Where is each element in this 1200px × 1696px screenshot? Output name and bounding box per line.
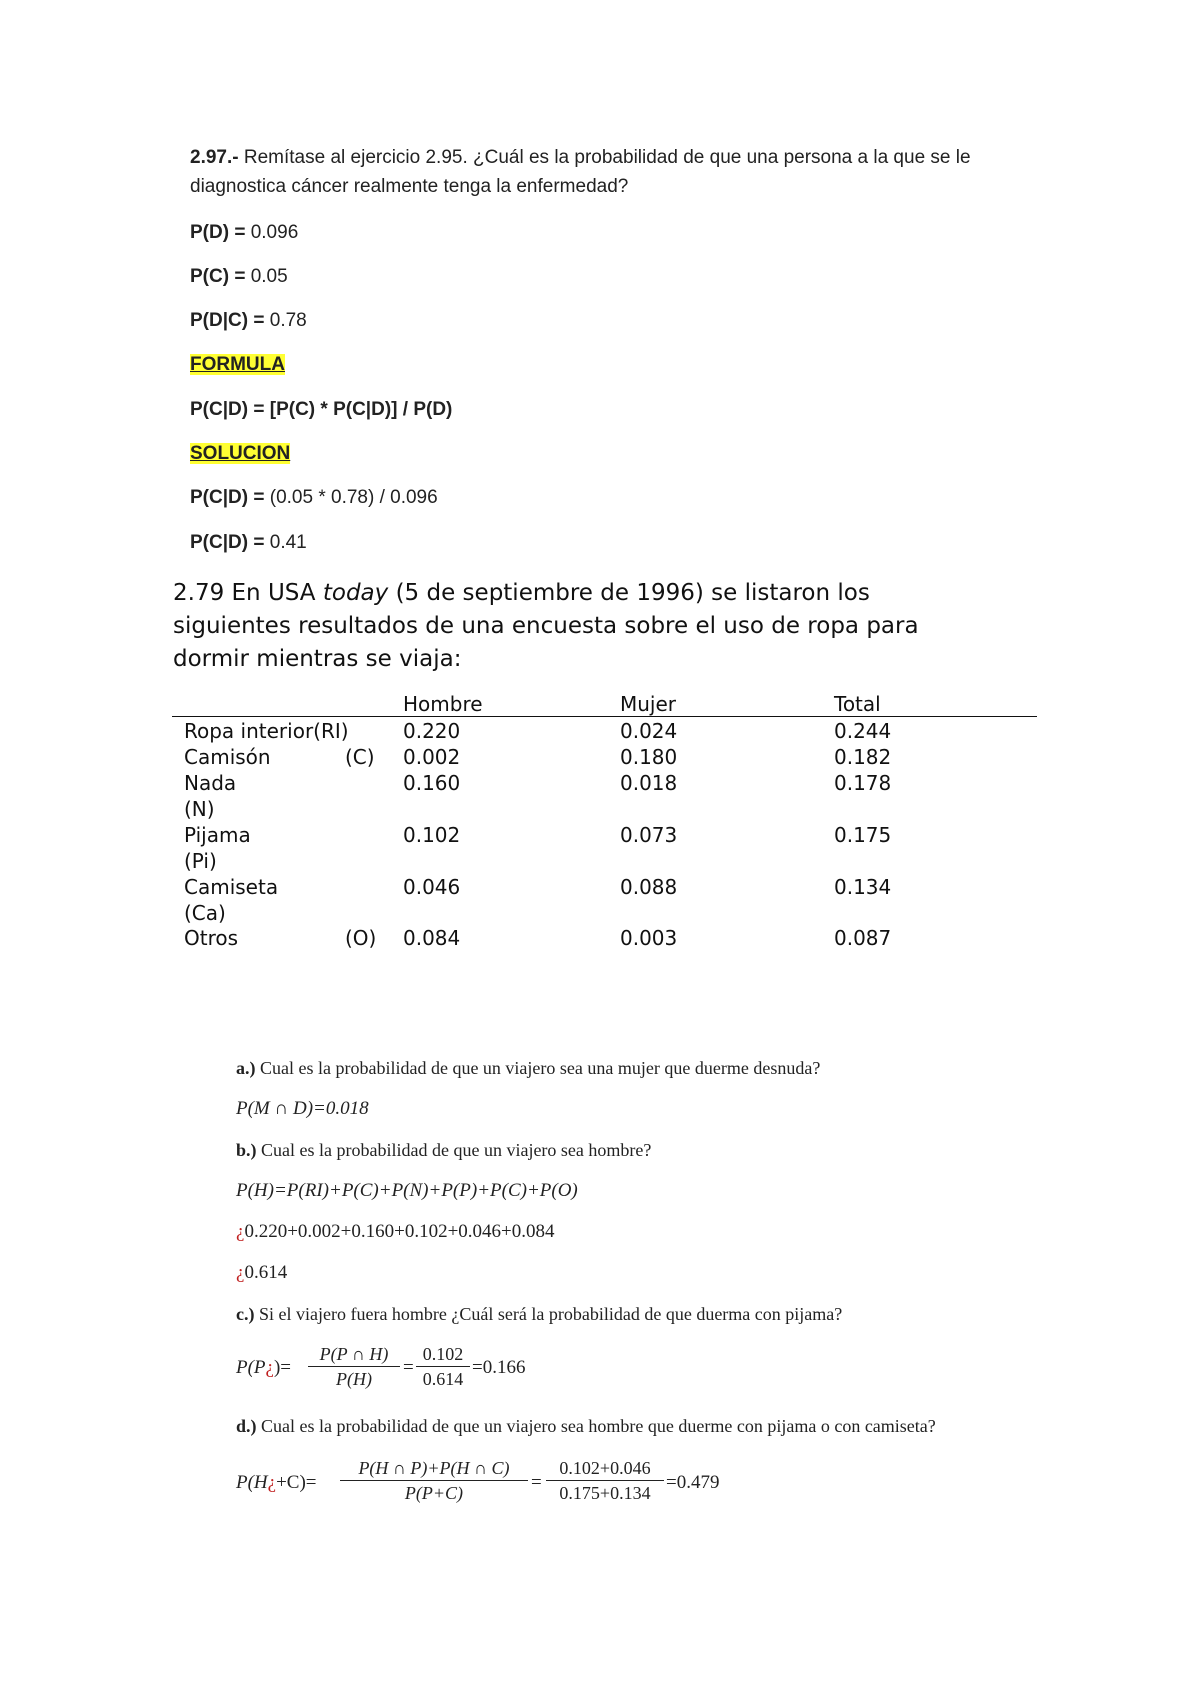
table-row-label: Pijama [184,823,251,847]
answer-c-result: =0.166 [472,1357,526,1378]
table-row-code: (C) [345,745,375,769]
table-cell-mujer: 0.088 [620,875,678,899]
exercise-279-intro-line1: 2.79 En USA today (5 de septiembre de 1996) se listaron los [173,580,870,606]
formula: P(C|D) = [P(C) * P(C|D)] / P(D) [190,399,453,420]
given-pd: P(D) = 0.096 [190,222,299,243]
given-pdc: P(D|C) = 0.78 [190,310,307,331]
table-cell-mujer: 0.003 [620,926,678,950]
table-row-label-code: (Ca) [184,901,226,925]
given-pc: P(C) = 0.05 [190,266,288,287]
question-d: d.) Cual es la probabilidad de que un viajero sea hombre que duerme con pijama o con camiseta? [236,1416,936,1436]
question-a: a.) Cual es la probabilidad de que un viajero sea una mujer que duerme desnuda? [236,1058,821,1078]
table-cell-mujer: 0.024 [620,719,678,743]
table-row-label: Camiseta [184,875,279,899]
answer-d-result: =0.479 [666,1472,720,1493]
table-cell-hombre: 0.084 [403,926,461,950]
answer-b-result: ¿0.614 [236,1262,288,1283]
fraction-d-2: 0.102+0.046 0.175+0.134 [546,1457,664,1504]
solution-result: P(C|D) = 0.41 [190,532,307,553]
answer-a: P(M ∩ D)=0.018 [236,1098,369,1119]
fraction-c-1: P(P ∩ H) P(H) [308,1343,400,1390]
table-cell-hombre: 0.220 [403,719,461,743]
table-row-label: Camisón [184,745,271,769]
table-cell-hombre: 0.160 [403,771,461,795]
table-row-code: (O) [345,926,377,950]
table-header-total: Total [834,692,881,716]
table-cell-total: 0.178 [834,771,892,795]
fraction-c-2: 0.102 0.614 [416,1343,470,1390]
formula-heading: FORMULA [190,354,285,375]
table-header-hombre: Hombre [403,692,483,716]
exercise-number: 2.97.- [190,147,239,168]
table-cell-mujer: 0.018 [620,771,678,795]
exercise-297-line2: diagnostica cáncer realmente tenga la enfermedad? [190,176,629,197]
exercise-279-intro-line3: dormir mientras se viaja: [173,646,462,672]
table-cell-total: 0.182 [834,745,892,769]
fraction-d-1: P(H ∩ P)+P(H ∩ C) P(P+C) [340,1457,528,1504]
table-cell-hombre: 0.102 [403,823,461,847]
table-row-label-code: (Pi) [184,849,217,873]
solution-step1: P(C|D) = (0.05 * 0.78) / 0.096 [190,487,438,508]
table-row-label: Ropa interior(RI) [184,719,349,743]
table-cell-total: 0.244 [834,719,892,743]
table-cell-total: 0.134 [834,875,892,899]
exercise-statement: Remítase al ejercicio 2.95. ¿Cuál es la probabilidad de que una persona a la que se le [238,147,971,168]
answer-d-eq: = [531,1472,542,1493]
question-c: c.) Si el viajero fuera hombre ¿Cuál será la probabilidad de que duerma con pijama? [236,1304,843,1324]
table-cell-total: 0.175 [834,823,892,847]
table-cell-total: 0.087 [834,926,892,950]
exercise-279-intro-line2: siguientes resultados de una encuesta sobre el uso de ropa para [173,613,919,639]
table-cell-hombre: 0.046 [403,875,461,899]
answer-b-sum: ¿0.220+0.002+0.160+0.102+0.046+0.084 [236,1221,555,1242]
table-cell-hombre: 0.002 [403,745,461,769]
table-cell-mujer: 0.073 [620,823,678,847]
exercise-297-line1 [190,147,971,169]
answer-c-eq: = [403,1357,414,1378]
table-header-mujer: Mujer [620,692,677,716]
solution-heading: SOLUCION [190,443,291,464]
question-b: b.) Cual es la probabilidad de que un viajero sea hombre? [236,1140,652,1160]
answer-d-lhs: P(H¿+C)= [236,1472,317,1493]
answer-b-formula: P(H)=P(RI)+P(C)+P(N)+P(P)+P(C)+P(O) [236,1180,578,1201]
table-row-label: Nada [184,771,237,795]
answer-c-lhs: P(P¿)= [236,1357,292,1378]
table-row-label-code: (N) [184,797,215,821]
table-row-label: Otros [184,926,239,950]
table-cell-mujer: 0.180 [620,745,678,769]
table-header-rule [172,716,1037,717]
